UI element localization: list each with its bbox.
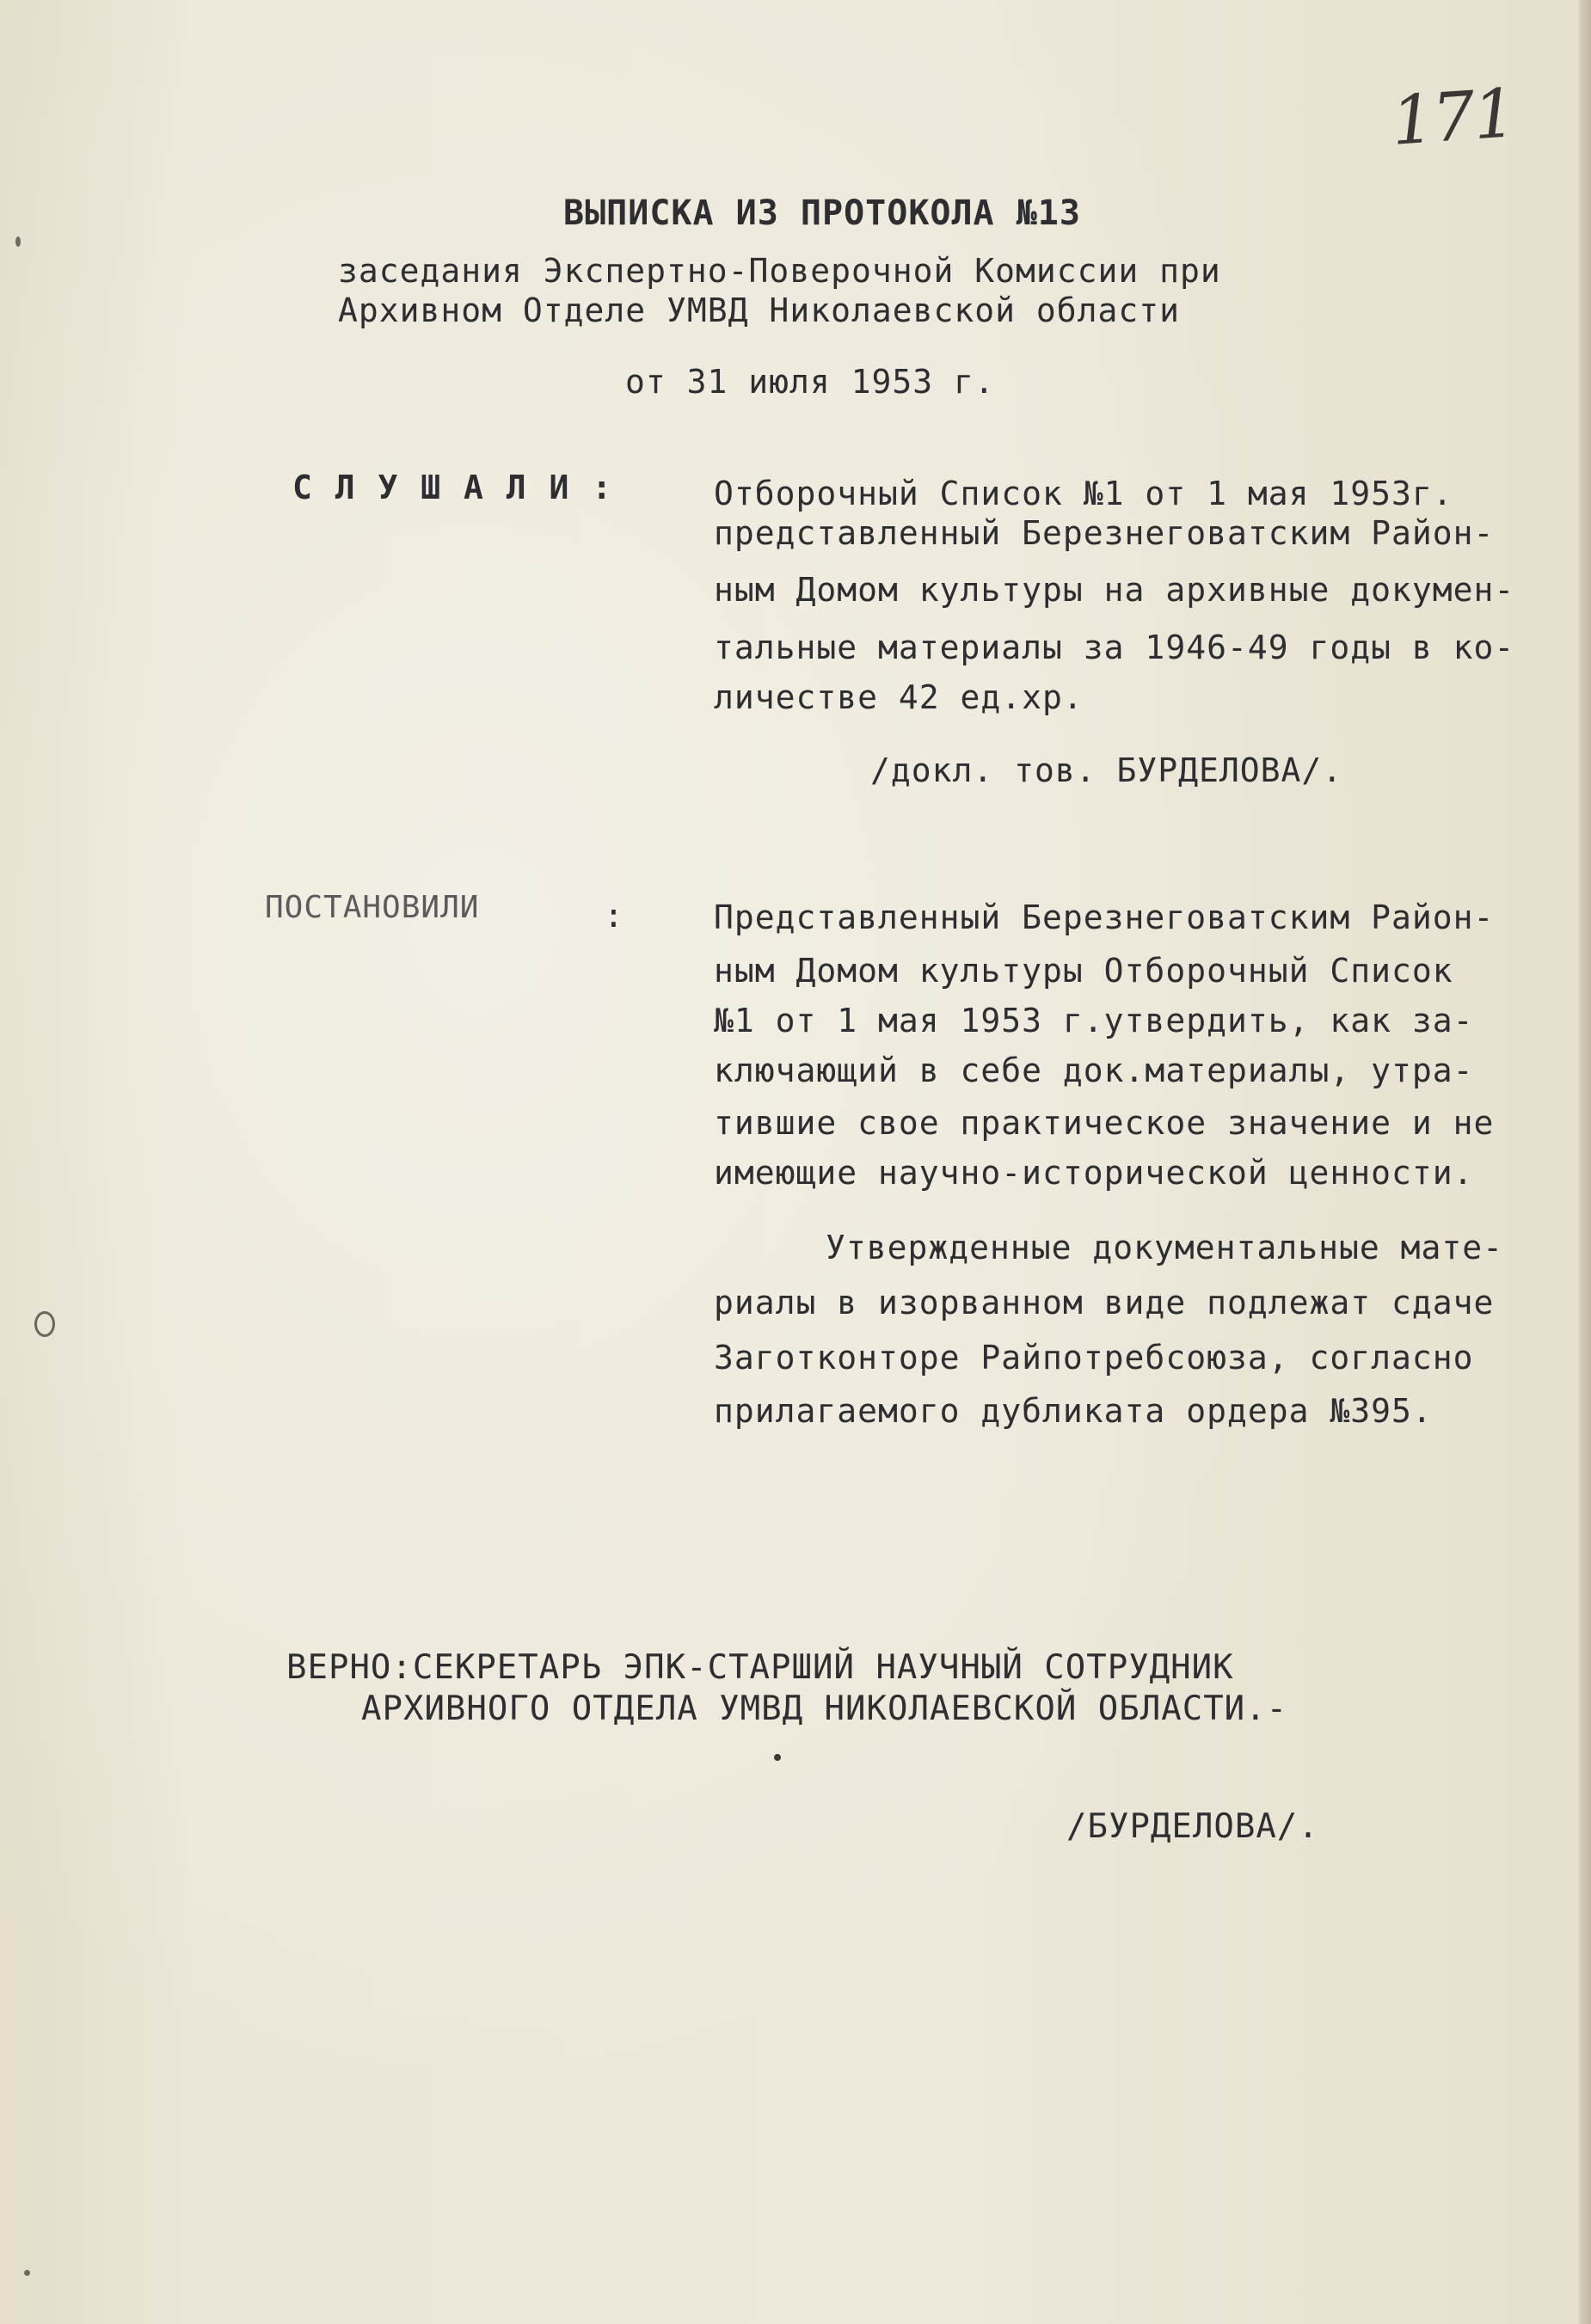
certification-line1: ВЕРНО:СЕКРЕТАРЬ ЭПК-СТАРШИЙ НАУЧНЫЙ СОТРУДНИК <box>286 1648 1234 1687</box>
ink-dot <box>774 1754 781 1761</box>
heard-line: представленный Березнеговатским Район- <box>714 514 1495 552</box>
document-title: ВЫПИСКА ИЗ ПРОТОКОЛА №13 <box>563 193 1081 233</box>
heard-line: Отборочный Список №1 от 1 мая 1953г. <box>714 475 1453 512</box>
document-subtitle-line1: заседания Экспертно-Поверочной Комиссии при <box>338 252 1221 290</box>
ink-speck <box>24 2270 30 2276</box>
certification-line2: АРХИВНОГО ОТДЕЛА УМВД НИКОЛАЕВСКОЙ ОБЛАСТИ.- <box>361 1689 1288 1728</box>
signature-name: /БУРДЕЛОВА/. <box>1066 1807 1319 1846</box>
decided-label: ПОСТАНОВИЛИ <box>265 890 480 925</box>
decided-line: прилагаемого дубликата ордера №395. <box>714 1392 1433 1430</box>
heard-line: тальные материалы за 1946-49 годы в ко- <box>714 629 1515 666</box>
decided-colon: : <box>604 897 624 935</box>
reporter-note: /докл. тов. БУРДЕЛОВА/. <box>870 751 1343 789</box>
decided-line: ным Домом культуры Отборочный Список <box>714 952 1453 990</box>
decided-line: №1 от 1 мая 1953 г.утвердить, как за- <box>714 1002 1474 1039</box>
decided-line: тившие свое практическое значение и не <box>714 1104 1495 1142</box>
document-date: от 31 июля 1953 г. <box>625 363 995 401</box>
folio-number: 171 <box>1389 75 1517 161</box>
decided-line: Представленный Березнеговатским Район- <box>714 898 1495 936</box>
heard-line: личестве 42 ед.хр. <box>714 678 1084 716</box>
heard-label: С Л У Ш А Л И : <box>292 469 614 506</box>
heard-line: ным Домом культуры на архивные докумен- <box>714 571 1515 609</box>
decided-line: Заготконторе Райпотребсоюза, согласно <box>714 1339 1474 1377</box>
decided-line: имеющие научно-исторической ценности. <box>714 1154 1474 1192</box>
decided-line: Утвержденные документальные мате- <box>826 1229 1503 1266</box>
ink-speck <box>15 236 21 247</box>
decided-line: риалы в изорванном виде подлежат сдаче <box>714 1284 1495 1321</box>
decided-line: ключающий в себе док.материалы, утра- <box>714 1052 1474 1089</box>
binding-hole-mark <box>34 1311 55 1337</box>
page-edge-shadow <box>1579 0 1591 2324</box>
document-subtitle-line2: Архивном Отделе УМВД Николаевской области <box>338 291 1180 329</box>
